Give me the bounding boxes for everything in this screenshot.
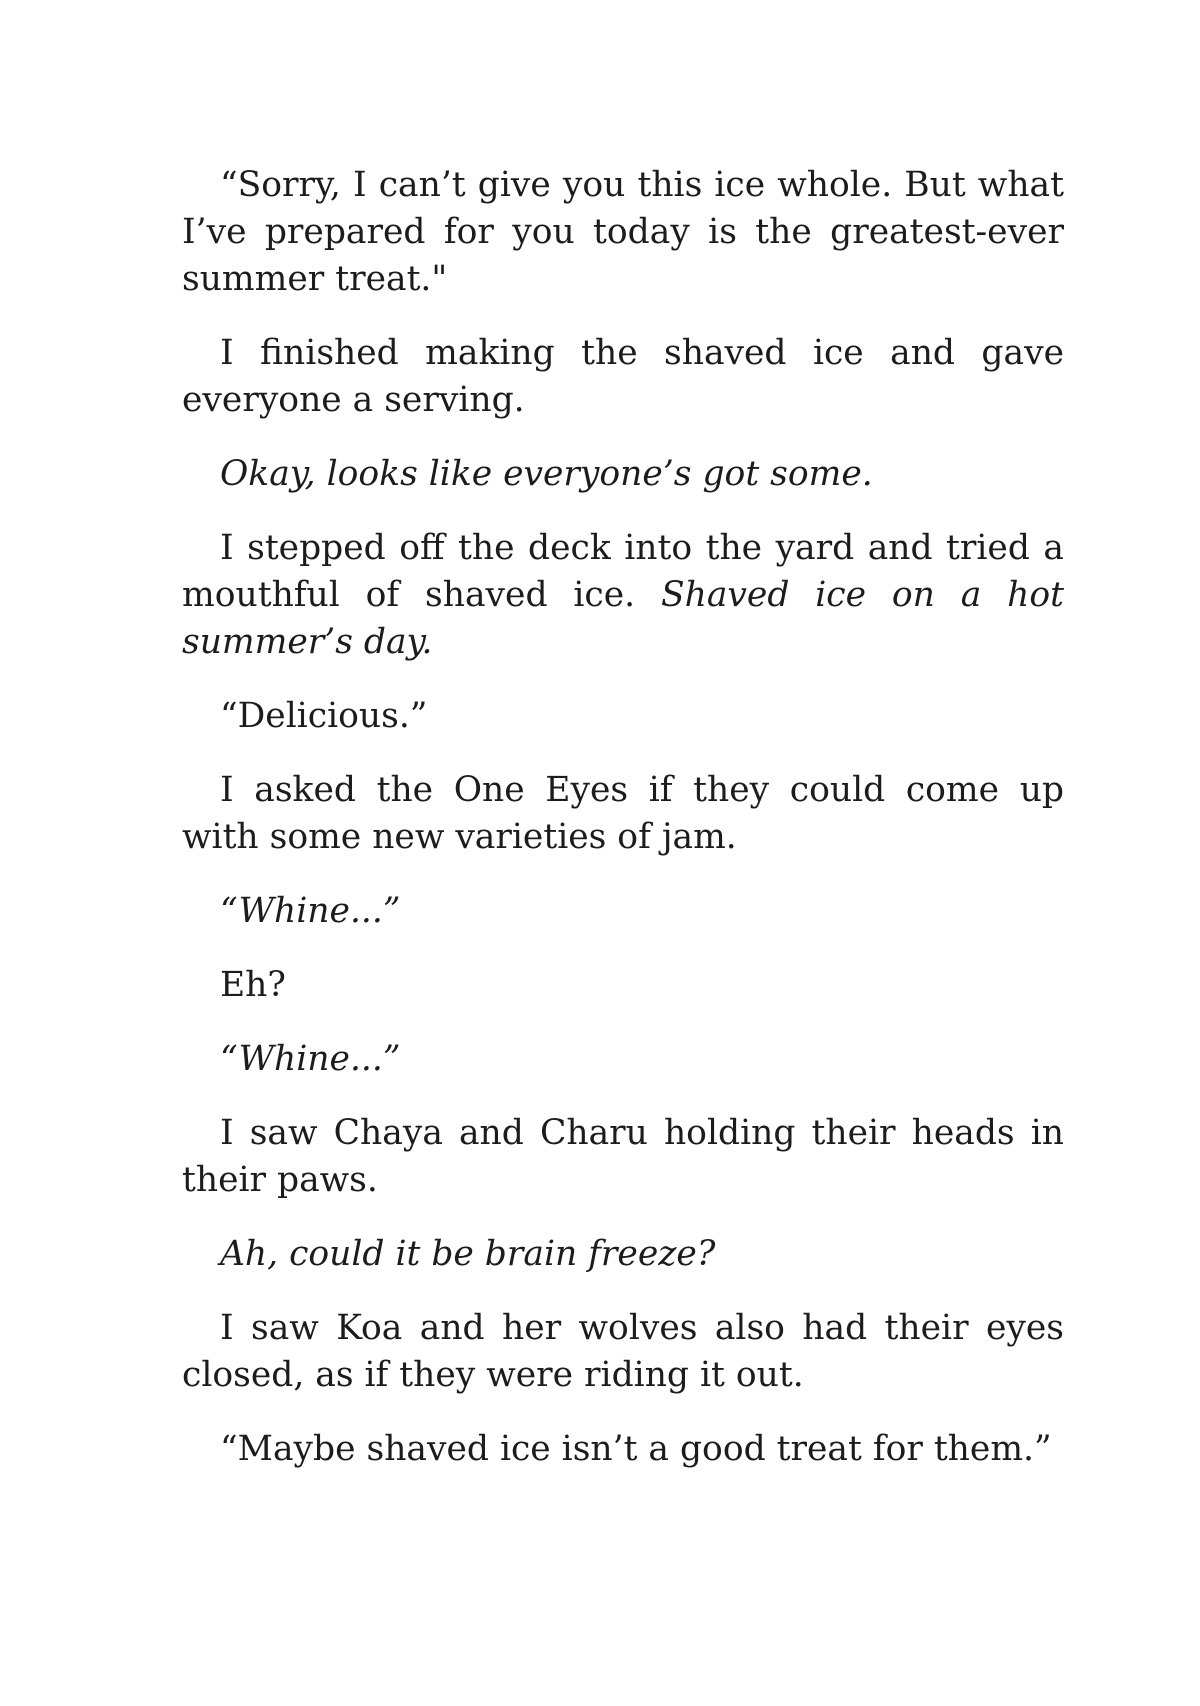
paragraph: [182, 1036, 1064, 1083]
paragraph: [182, 767, 1064, 861]
paragraph: [182, 330, 1064, 424]
text-run: “Maybe shaved ice isn’t a good treat for them.”: [220, 1429, 1052, 1469]
text-run: I finished making the shaved ice and gave everyone a serving.: [182, 333, 1064, 420]
italic-text-run: Ah, could it be brain freeze?: [220, 1234, 716, 1274]
text-run: I stepped off the deck into the yard and tried a mouthful of shaved ice.: [182, 528, 1064, 615]
text-run: I saw Koa and her wolves also had their eyes closed, as if they were riding it out.: [182, 1308, 1064, 1395]
body-text: [182, 162, 1064, 1500]
paragraph: [182, 525, 1064, 666]
italic-text-run: Shaved ice on a hot summer’s day.: [182, 575, 1064, 662]
paragraph: [182, 1231, 1064, 1278]
paragraph: [182, 962, 1064, 1009]
paragraph: [182, 888, 1064, 935]
paragraph: [182, 451, 1064, 498]
text-run: I asked the One Eyes if they could come up with some new varieties of jam.: [182, 770, 1064, 857]
text-run: Eh?: [220, 965, 286, 1005]
paragraph: [182, 693, 1064, 740]
paragraph: [182, 1305, 1064, 1399]
text-run: “Sorry, I can’t give you this ice whole. But what I’ve prepared for you today is the greatest-ever summer treat.": [182, 165, 1064, 299]
paragraph: [182, 1426, 1064, 1473]
text-run: I saw Chaya and Charu holding their heads in their paws.: [182, 1113, 1064, 1200]
italic-text-run: “Whine...”: [220, 1039, 401, 1079]
italic-text-run: Okay, looks like everyone’s got some.: [220, 454, 873, 494]
paragraph: [182, 162, 1064, 303]
italic-text-run: “Whine...”: [220, 891, 401, 931]
text-run: “Delicious.”: [220, 696, 428, 736]
paragraph: [182, 1110, 1064, 1204]
